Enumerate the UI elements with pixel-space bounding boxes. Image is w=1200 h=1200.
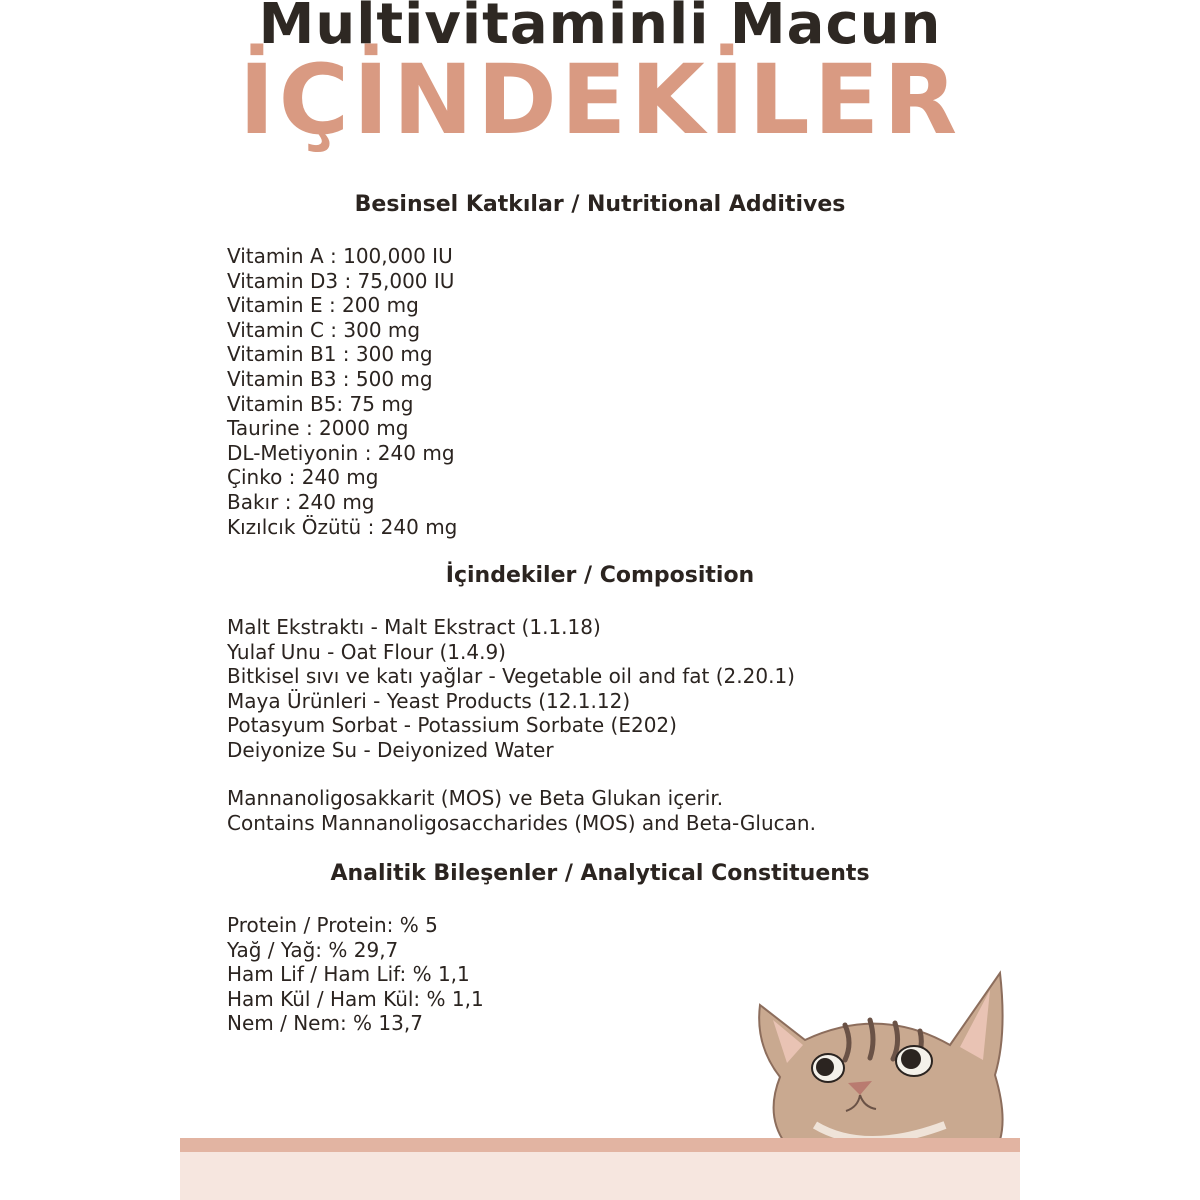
list-item: Bakır : 240 mg xyxy=(227,489,375,514)
list-item: DL-Metiyonin : 240 mg xyxy=(227,440,455,465)
note-english: Contains Mannanoligosaccharides (MOS) and Beta-Glucan. xyxy=(227,810,816,835)
cat-right-pupil xyxy=(901,1049,921,1069)
list-item: Vitamin B3 : 500 mg xyxy=(227,366,433,391)
list-item: Potasyum Sorbat - Potassium Sorbate (E202) xyxy=(227,713,677,738)
note-turkish: Mannanoligosakkarit (MOS) ve Beta Glukan içerir. xyxy=(227,786,724,810)
list-item: Taurine : 2000 mg xyxy=(227,416,409,441)
list-item: Vitamin D3 : 75,000 IU xyxy=(227,268,455,293)
cat-head xyxy=(759,973,1002,1143)
list-item: Maya Ürünleri - Yeast Products (12.1.12) xyxy=(227,688,631,713)
list-item: Bitkisel sıvı ve katı yağlar - Vegetable oil and fat (2.20.1) xyxy=(227,664,795,689)
list-item: Çinko : 240 mg xyxy=(227,465,379,490)
list-item: Vitamin C : 300 mg xyxy=(227,317,421,342)
list-item: Yağ / Yağ: % 29,7 xyxy=(227,937,399,962)
list-item: Nem / Nem: % 13,7 xyxy=(227,1011,423,1036)
list-item: Yulaf Unu - Oat Flour (1.4.9) xyxy=(227,639,506,664)
list-item: Vitamin B5: 75 mg xyxy=(227,391,414,416)
page-title: İÇİNDEKİLER xyxy=(238,44,962,156)
list-item: Vitamin B1 : 300 mg xyxy=(227,342,433,367)
list-item: Vitamin A : 100,000 IU xyxy=(227,244,453,268)
cat-left-pupil xyxy=(816,1058,834,1076)
list-item: Ham Kül / Ham Kül: % 1,1 xyxy=(227,986,484,1011)
analytical-constituents-list xyxy=(227,913,484,1036)
composition-note xyxy=(227,786,816,835)
list-item: Deiyonize Su - Deiyonized Water xyxy=(227,737,554,762)
list-item: Protein / Protein: % 5 xyxy=(227,913,438,937)
bottom-band-top xyxy=(180,1138,1020,1152)
list-item: Kızılcık Özütü : 240 mg xyxy=(227,514,458,539)
nutritional-additives-heading: Besinsel Katkılar / Nutritional Additives xyxy=(354,192,846,217)
composition-heading: İçindekiler / Composition xyxy=(445,563,755,588)
composition-list xyxy=(227,615,795,763)
list-item: Malt Ekstraktı - Malt Ekstract (1.1.18) xyxy=(227,615,601,639)
nutritional-additives-list xyxy=(227,244,457,539)
bottom-band xyxy=(180,1152,1020,1200)
cat-illustration xyxy=(745,965,1015,1155)
list-item: Vitamin E : 200 mg xyxy=(227,293,419,318)
list-item: Ham Lif / Ham Lif: % 1,1 xyxy=(227,962,470,987)
analytical-constituents-heading: Analitik Bileşenler / Analytical Constituents xyxy=(330,861,870,886)
product-name: Multivitaminli Macun xyxy=(258,0,942,57)
